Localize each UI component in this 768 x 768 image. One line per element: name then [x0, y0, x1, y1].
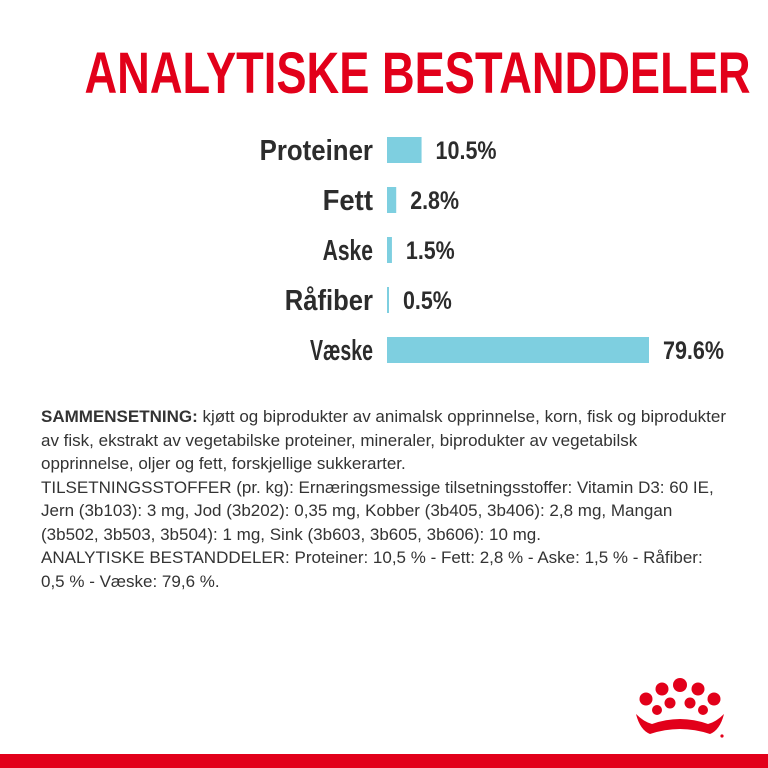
category-label: Aske: [322, 235, 373, 267]
analytical-paragraph: ANALYTISKE BESTANDDELER: Proteiner: 10,5 % - Fett: 2,8 % - Aske: 1,5 % - Råfiber: 0,5 % - Væske: 79,6 %.: [41, 548, 703, 591]
bar: [387, 287, 389, 313]
composition-lead: SAMMENSETNING:: [41, 407, 198, 426]
category-label: Væske: [310, 335, 373, 367]
value-label: 79.6%: [663, 337, 724, 365]
category-label: Fett: [322, 185, 374, 217]
brand-bar: [0, 754, 768, 768]
additives-paragraph: TILSETNINGSSTOFFER (pr. kg): Ernæringsmessige tilsetningsstoffer: Vitamin D3: 60 IE, Jern (3b103): 3 mg, Jod (3b202): 0,35 mg, Kobber (3b405, 3b406): 2,8 mg, Mangan (3b502, 3b503, 3b504): 1 mg, Sink (3b603, 3b605, 3b606): 10 mg.: [41, 477, 714, 544]
value-label: 2.8%: [410, 187, 460, 215]
crown-icon: [630, 678, 730, 742]
category-label: Råfiber: [284, 285, 373, 317]
value-label: 0.5%: [403, 287, 452, 315]
value-label: 1.5%: [405, 237, 455, 265]
value-label: 10.5%: [435, 137, 497, 165]
composition-lead-text: kjøtt og biprodukter av animalsk opprinnelse, korn, fisk og biprodukter av fisk, ekstrakt av vegetabilske proteiner, mineraler, biprodukter av vegetabilsk opprinnelse, oljer og fett, forskjellige sukkerarter.: [41, 407, 726, 473]
bar: [387, 337, 649, 363]
category-label: Proteiner: [259, 135, 373, 167]
page-title: ANALYTISKE BESTANDDELER: [84, 41, 751, 106]
bar: [387, 187, 396, 213]
composition-text: [41, 405, 731, 593]
bar: [387, 137, 422, 163]
bar: [387, 237, 392, 263]
composition-paragraph: [41, 405, 731, 476]
